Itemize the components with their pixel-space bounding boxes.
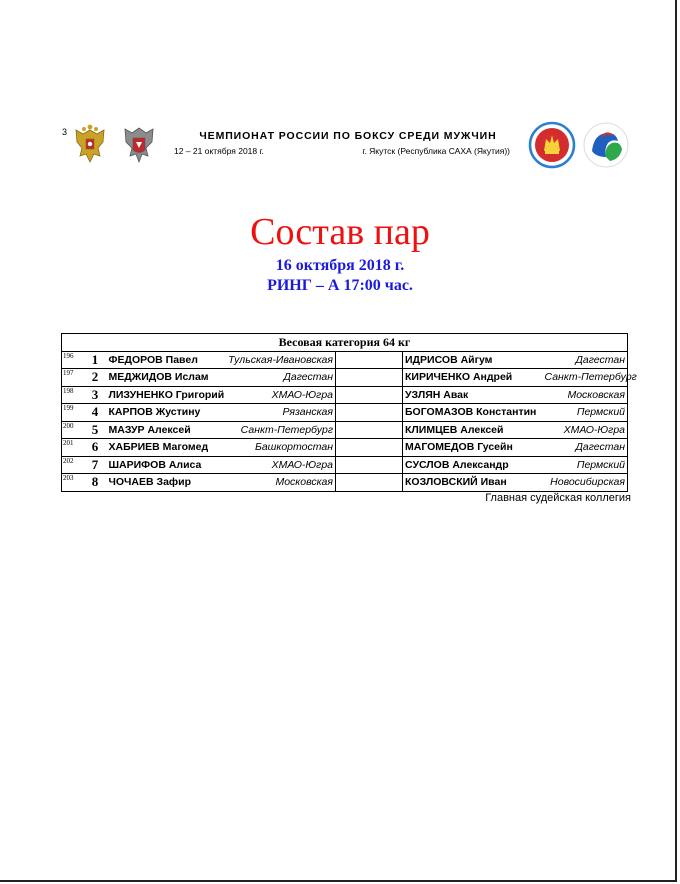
- boxer-red-region: Санкт-Петербург: [217, 421, 336, 439]
- boxer-red-region: Башкортостан: [217, 439, 336, 457]
- boxer-blue-name: СУСЛОВ Александр: [403, 456, 543, 474]
- pair-number: 6: [84, 439, 107, 457]
- bout-id: 196: [62, 351, 84, 369]
- spacer: [336, 421, 403, 439]
- boxer-blue-name: ИДРИСОВ Айгум: [403, 351, 543, 369]
- boxer-blue-region: Санкт-Петербург: [543, 369, 628, 387]
- pair-number: 1: [84, 351, 107, 369]
- boxer-blue-region: Московская: [543, 386, 628, 404]
- bout-id: 197: [62, 369, 84, 387]
- pair-row: [62, 421, 628, 439]
- ring-line: РИНГ – А 17:00 час.: [267, 277, 413, 294]
- pair-number: 4: [84, 404, 107, 422]
- boxer-red-region: Московская: [217, 474, 336, 492]
- bout-id: 202: [62, 456, 84, 474]
- boxer-red-region: Тульская-Ивановская: [217, 351, 336, 369]
- boxer-red-name: МАЗУР Алексей: [107, 421, 217, 439]
- bout-id: 198: [62, 386, 84, 404]
- boxer-blue-region: Пермский: [543, 404, 628, 422]
- pair-row: [62, 474, 628, 492]
- weight-category: Весовая категория 64 кг: [62, 334, 628, 352]
- spacer: [336, 474, 403, 492]
- boxer-blue-name: КОЗЛОВСКИЙ Иван: [403, 474, 543, 492]
- pair-row: [62, 439, 628, 457]
- boxing-federation-emblem-icon: [582, 121, 630, 169]
- page-number: 3: [62, 127, 68, 137]
- boxer-blue-region: Дагестан: [543, 439, 628, 457]
- weight-category-row: [62, 334, 628, 352]
- bout-id: 199: [62, 404, 84, 422]
- boxer-blue-region: Пермский: [543, 456, 628, 474]
- spacer: [336, 456, 403, 474]
- boxer-red-name: ЛИЗУНЕНКО Григорий: [107, 386, 217, 404]
- main-title: Состав пар: [250, 211, 430, 253]
- boxer-blue-region: Новосибирская: [543, 474, 628, 492]
- russian-coat-of-arms-icon: [70, 124, 110, 166]
- pairs-table: [61, 333, 637, 492]
- sakha-republic-emblem-icon: [528, 121, 576, 169]
- bout-id: 200: [62, 421, 84, 439]
- spacer: [336, 351, 403, 369]
- pair-number: 3: [84, 386, 107, 404]
- boxer-blue-region: Дагестан: [543, 351, 628, 369]
- boxer-red-name: ХАБРИЕВ Магомед: [107, 439, 217, 457]
- boxer-red-region: Рязанская: [217, 404, 336, 422]
- pair-row: [62, 351, 628, 369]
- championship-title: ЧЕМПИОНАТ РОССИИ ПО БОКСУ СРЕДИ МУЖЧИН: [199, 130, 497, 142]
- pair-row: [62, 404, 628, 422]
- boxer-red-name: МЕДЖИДОВ Ислам: [107, 369, 217, 387]
- spacer: [336, 369, 403, 387]
- spacer: [336, 439, 403, 457]
- pair-row: [62, 456, 628, 474]
- boxer-red-region: ХМАО-Югра: [217, 456, 336, 474]
- bout-id: 203: [62, 474, 84, 492]
- spacer: [336, 386, 403, 404]
- date-line: 16 октября 2018 г.: [275, 257, 405, 274]
- ministry-of-sport-emblem-icon: [119, 124, 159, 166]
- boxer-blue-name: УЗЛЯН Авак: [403, 386, 543, 404]
- pair-row: [62, 369, 628, 387]
- boxer-blue-name: КЛИМЦЕВ Алексей: [403, 421, 543, 439]
- boxer-red-name: ФЕДОРОВ Павел: [107, 351, 217, 369]
- boxer-blue-name: БОГОМАЗОВ Константин: [403, 404, 543, 422]
- boxer-blue-name: КИРИЧЕНКО Андрей: [403, 369, 543, 387]
- championship-dates: 12 – 21 октября 2018 г.: [174, 146, 264, 156]
- judges-signature: Главная судейская коллегия: [485, 492, 631, 504]
- boxer-red-name: ЧОЧАЕВ Зафир: [107, 474, 217, 492]
- pair-number: 5: [84, 421, 107, 439]
- pair-number: 7: [84, 456, 107, 474]
- boxer-red-region: ХМАО-Югра: [217, 386, 336, 404]
- boxer-blue-name: МАГОМЕДОВ Гусейн: [403, 439, 543, 457]
- spacer: [336, 404, 403, 422]
- boxer-blue-region: ХМАО-Югра: [543, 421, 628, 439]
- boxer-red-name: ШАРИФОВ Алиса: [107, 456, 217, 474]
- pair-row: [62, 386, 628, 404]
- boxer-red-name: КАРПОВ Жустину: [107, 404, 217, 422]
- bout-id: 201: [62, 439, 84, 457]
- pair-number: 8: [84, 474, 107, 492]
- boxer-red-region: Дагестан: [217, 369, 336, 387]
- championship-location: г. Якутск (Республика САХА (Якутия)): [362, 146, 510, 156]
- pair-number: 2: [84, 369, 107, 387]
